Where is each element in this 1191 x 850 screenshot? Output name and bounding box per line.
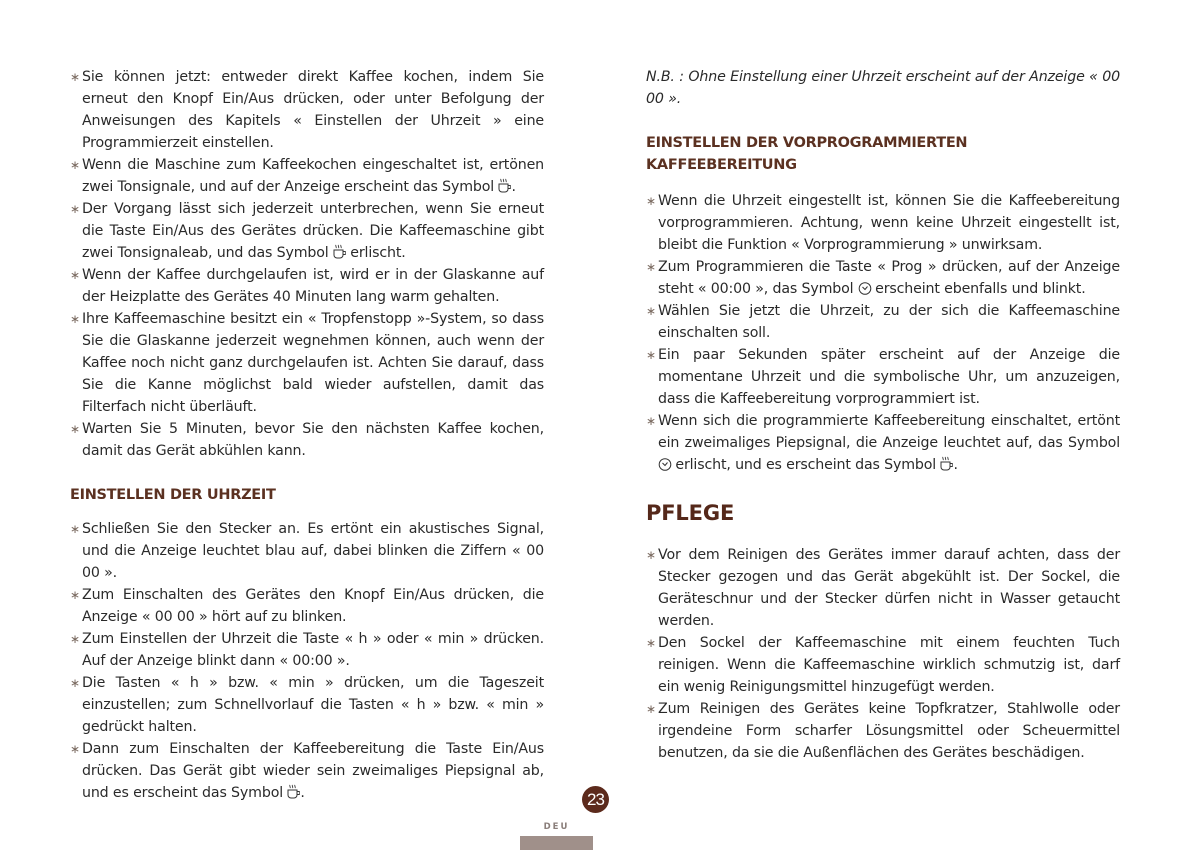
bullet-icon: ∗ bbox=[70, 632, 80, 646]
bullet-icon: ∗ bbox=[646, 348, 656, 362]
bullet-icon: ∗ bbox=[646, 414, 656, 428]
language-label: DEU bbox=[543, 822, 570, 832]
list-item bbox=[646, 698, 1120, 764]
list-item-text: Ein paar Sekunden später erscheint auf der Anzeige die momentane Uhrzeit und die symbolische Uhr, um anzuzeigen, dass die Kaffeebereitung vorprogrammiert ist. bbox=[658, 347, 1120, 407]
list-item-text: Die Tasten « h » bzw. « min » drücken, um die Tageszeit einzustellen; zum Schnellvorlauf die Tasten « h » bzw. « min » gedrückt halten. bbox=[82, 675, 544, 735]
coffee-cup-icon bbox=[940, 456, 953, 471]
list-item bbox=[70, 628, 544, 672]
list-item-text: Schließen Sie den Stecker an. Es ertönt ein akustisches Signal, und die Anzeige leuchtet blau auf, dabei blinken die Ziffern « 00 00 ». bbox=[82, 521, 544, 581]
clock-icon bbox=[858, 280, 871, 295]
bullet-icon: ∗ bbox=[70, 312, 80, 326]
list-item-text: Zum Einstellen der Uhrzeit die Taste « h » oder « min » drücken. Auf der Anzeige blinkt dann « 00:00 ». bbox=[82, 631, 544, 669]
list-item bbox=[646, 344, 1120, 410]
list-item-text: . bbox=[511, 179, 516, 195]
bullet-icon: ∗ bbox=[646, 702, 656, 716]
list-item bbox=[646, 544, 1120, 632]
list-item bbox=[70, 738, 544, 804]
bullet-icon: ∗ bbox=[70, 676, 80, 690]
bullet-icon: ∗ bbox=[646, 260, 656, 274]
bullet-icon: ∗ bbox=[70, 522, 80, 536]
list-item bbox=[646, 410, 1120, 476]
list-item-text: Wenn der Kaffee durchgelaufen ist, wird er in der Glaskanne auf der Heizplatte des Gerätes 40 Minuten lang warm gehalten. bbox=[82, 267, 544, 305]
list-item bbox=[646, 300, 1120, 344]
bullet-icon: ∗ bbox=[70, 202, 80, 216]
coffee-cup-icon bbox=[333, 244, 346, 259]
list-item-text: Zum Reinigen des Gerätes keine Topfkratzer, Stahlwolle oder irgendeine Form scharfer Lösungsmittel oder Scheuermittel benutzen, da sie die Außenflächen des Gerätes beschädigen. bbox=[658, 701, 1120, 761]
section-heading-uhrzeit: EINSTELLEN DER UHRZEIT bbox=[70, 487, 276, 503]
left-column bbox=[70, 66, 544, 804]
list-item-text: Zum Einschalten des Gerätes den Knopf Ein/Aus drücken, die Anzeige « 00 00 » hört auf zu blinken. bbox=[82, 587, 544, 625]
list-item bbox=[70, 308, 544, 418]
list-item bbox=[70, 198, 544, 264]
list-item-text: Wenn die Maschine zum Kaffeekochen eingeschaltet ist, ertönen zwei Tonsignale, und auf der Anzeige erscheint das Symbol bbox=[82, 157, 544, 195]
list-item bbox=[70, 418, 544, 462]
list-item-text: Sie können jetzt: entweder direkt Kaffee kochen, indem Sie erneut den Knopf Ein/Aus drücken, oder unter Befolgung der Anweisungen des Kapitels « Einstellen der Uhrzeit » eine Programmierzeit einstellen. bbox=[82, 69, 544, 151]
list-item-text: erscheint ebenfalls und blinkt. bbox=[870, 281, 1086, 297]
list-item bbox=[646, 632, 1120, 698]
coffee-cup-icon bbox=[287, 784, 300, 799]
bullet-icon: ∗ bbox=[646, 194, 656, 208]
bullet-list bbox=[646, 544, 1120, 764]
bullet-icon: ∗ bbox=[70, 422, 80, 436]
coffee-cup-icon bbox=[498, 178, 511, 193]
section-title-pflege: PFLEGE bbox=[646, 501, 735, 525]
page-number-badge: 23 bbox=[582, 786, 609, 813]
right-column bbox=[646, 66, 1120, 764]
footer-bar bbox=[520, 836, 593, 850]
bullet-icon: ∗ bbox=[646, 636, 656, 650]
section-heading-vorprogrammierung: EINSTELLEN DER VORPROGRAMMIERTEN KAFFEEBEREITUNG bbox=[646, 135, 968, 173]
clock-icon bbox=[658, 456, 671, 471]
list-item bbox=[70, 154, 544, 198]
bullet-list bbox=[646, 190, 1120, 476]
list-item-text: Wählen Sie jetzt die Uhrzeit, zu der sich die Kaffeemaschine einschalten soll. bbox=[658, 303, 1120, 341]
bullet-list bbox=[70, 518, 544, 804]
bullet-icon: ∗ bbox=[70, 588, 80, 602]
list-item-text: Vor dem Reinigen des Gerätes immer darauf achten, dass der Stecker gezogen und das Gerät abgekühlt ist. Der Sockel, die Geräteschnur und der Stecker dürfen nicht in Wasser getaucht werden. bbox=[658, 547, 1120, 629]
list-item bbox=[70, 66, 544, 154]
bullet-icon: ∗ bbox=[70, 70, 80, 84]
bullet-icon: ∗ bbox=[646, 304, 656, 318]
list-item bbox=[646, 190, 1120, 256]
list-item bbox=[70, 518, 544, 584]
list-item-text: Wenn die Uhrzeit eingestellt ist, können Sie die Kaffeebereitung vorprogrammieren. Achtung, wenn keine Uhrzeit eingestellt ist, bleibt die Funktion « Vorprogrammierung » unwirksam. bbox=[658, 193, 1120, 253]
bullet-icon: ∗ bbox=[70, 268, 80, 282]
list-item-text: Ihre Kaffeemaschine besitzt ein « Tropfenstopp »-System, so dass Sie die Glaskanne jederzeit wegnehmen können, auch wenn der Kaffee noch nicht ganz durchgelaufen ist. Achten Sie darauf, dass Sie die Kanne möglichst bald wieder aufstellen, damit das Filterfach nicht überläuft. bbox=[82, 311, 544, 415]
list-item-text: . bbox=[300, 785, 305, 801]
list-item-text: erlischt. bbox=[345, 245, 406, 261]
list-item-text: erlischt, und es erscheint das Symbol bbox=[671, 457, 941, 473]
bullet-icon: ∗ bbox=[70, 742, 80, 756]
list-item-text: Warten Sie 5 Minuten, bevor Sie den nächsten Kaffee kochen, damit das Gerät abkühlen kann. bbox=[82, 421, 544, 459]
note-text: N.B. : Ohne Einstellung einer Uhrzeit erscheint auf der Anzeige « 00 00 ». bbox=[646, 69, 1120, 107]
bullet-icon: ∗ bbox=[646, 548, 656, 562]
bullet-list bbox=[70, 66, 544, 462]
bullet-icon: ∗ bbox=[70, 158, 80, 172]
list-item-text: Dann zum Einschalten der Kaffeebereitung die Taste Ein/Aus drücken. Das Gerät gibt wieder sein zweimaliges Piepsignal ab, und es erscheint das Symbol bbox=[82, 741, 544, 801]
list-item bbox=[70, 264, 544, 308]
list-item-text: Wenn sich die programmierte Kaffeebereitung einschaltet, ertönt ein zweimaliges Piepsignal, die Anzeige leuchtet auf, das Symbol bbox=[658, 413, 1120, 451]
list-item-text: Den Sockel der Kaffeemaschine mit einem feuchten Tuch reinigen. Wenn die Kaffeemaschine wirklich schmutzig ist, darf ein wenig Reinigungsmittel hinzugefügt werden. bbox=[658, 635, 1120, 695]
list-item-text: . bbox=[953, 457, 958, 473]
list-item-text: Der Vorgang lässt sich jederzeit unterbrechen, wenn Sie erneut die Taste Ein/Aus des Gerätes drücken. Die Kaffeemaschine gibt zwei Tonsignaleab, und das Symbol bbox=[82, 201, 544, 261]
list-item bbox=[70, 584, 544, 628]
list-item bbox=[646, 256, 1120, 300]
list-item-text: Zum Programmieren die Taste « Prog » drücken, auf der Anzeige steht « 00:00 », das Symbol bbox=[658, 259, 1120, 297]
list-item bbox=[70, 672, 544, 738]
